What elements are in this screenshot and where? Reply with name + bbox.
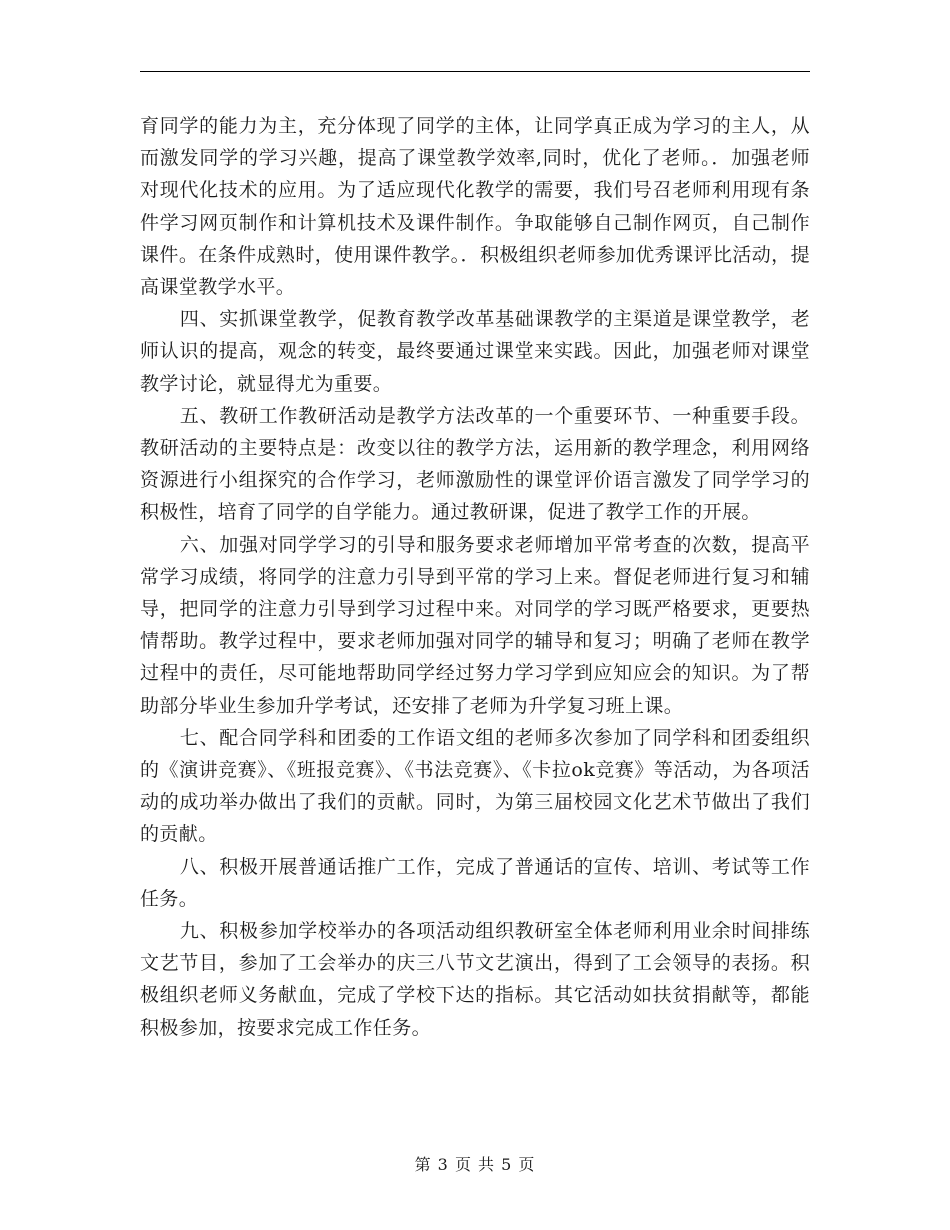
footer-suffix: 页 bbox=[518, 1155, 536, 1174]
footer-middle: 页 共 bbox=[454, 1155, 496, 1174]
paragraph-7: 九、积极参加学校举办的各项活动组织教研室全体老师利用业余时间排练文艺节目，参加了工会举办的庆三八节文艺演出，得到了工会领导的表扬。积极组织老师义务献血，完成了学校下达的指标。其它活动如扶贫捐献等，都能积极参加，按要求完成工作任务。 bbox=[140, 920, 810, 1039]
page-footer bbox=[0, 1152, 950, 1175]
footer-current-page: 3 bbox=[437, 1155, 449, 1174]
paragraph-5: 七、配合同学科和团委的工作语文组的老师多次参加了同学科和团委组织的《演讲竞赛》、《班报竞赛》、《书法竞赛》、《卡拉ok竞赛》等活动，为各项活动的成功举办做出了我们的贡献。同时，为第三届校园文化艺术节做出了我们的贡献。 bbox=[140, 726, 810, 846]
paragraph-1: 育同学的能力为主，充分体现了同学的主体，让同学真正成为学习的主人，从而激发同学的学习兴趣，提高了课堂教学效率,同时，优化了老师。．加强老师对现代化技术的应用。为了适应现代化教学的需要，我们号召老师利用现有条件学习网页制作和计算机技术及课件制作。争取能够自己制作网页，自己制作课件。在条件成熟时，使用课件教学。．积极组织老师参加优秀课评比活动，提高课堂教学水平。 bbox=[140, 115, 810, 299]
document-body bbox=[140, 110, 810, 1044]
footer-total-pages: 5 bbox=[501, 1155, 513, 1174]
paragraph-6: 八、积极开展普通话推广工作，完成了普通话的宣传、培训、考试等工作任务。 bbox=[140, 855, 810, 910]
paragraph-3: 五、教研工作教研活动是教学方法改革的一个重要环节、一种重要手段。教研活动的主要特点是：改变以往的教学方法，运用新的教学理念，利用网络资源进行小组探究的合作学习，老师激励性的课堂评价语言激发了同学学习的积极性，培育了同学的自学能力。通过教研课，促进了教学工作的开展。 bbox=[140, 404, 810, 524]
header-rule bbox=[140, 71, 810, 72]
paragraph-2: 四、实抓课堂教学，促教育教学改革基础课教学的主渠道是课堂教学，老师认识的提高，观念的转变，最终要通过课堂来实践。因此，加强老师对课堂教学讨论，就显得尤为重要。 bbox=[140, 308, 810, 395]
footer-prefix: 第 bbox=[414, 1155, 432, 1174]
paragraph-4: 六、加强对同学学习的引导和服务要求老师增加平常考查的次数，提高平常学习成绩，将同学的注意力引导到平常的学习上来。督促老师进行复习和辅导，把同学的注意力引导到学习过程中来。对同学的学习既严格要求，更要热情帮助。教学过程中，要求老师加强对同学的辅导和复习；明确了老师在教学过程中的责任，尽可能地帮助同学经过努力学习学到应知应会的知识。为了帮助部分毕业生参加升学考试，还安排了老师为升学复习班上课。 bbox=[140, 533, 810, 717]
